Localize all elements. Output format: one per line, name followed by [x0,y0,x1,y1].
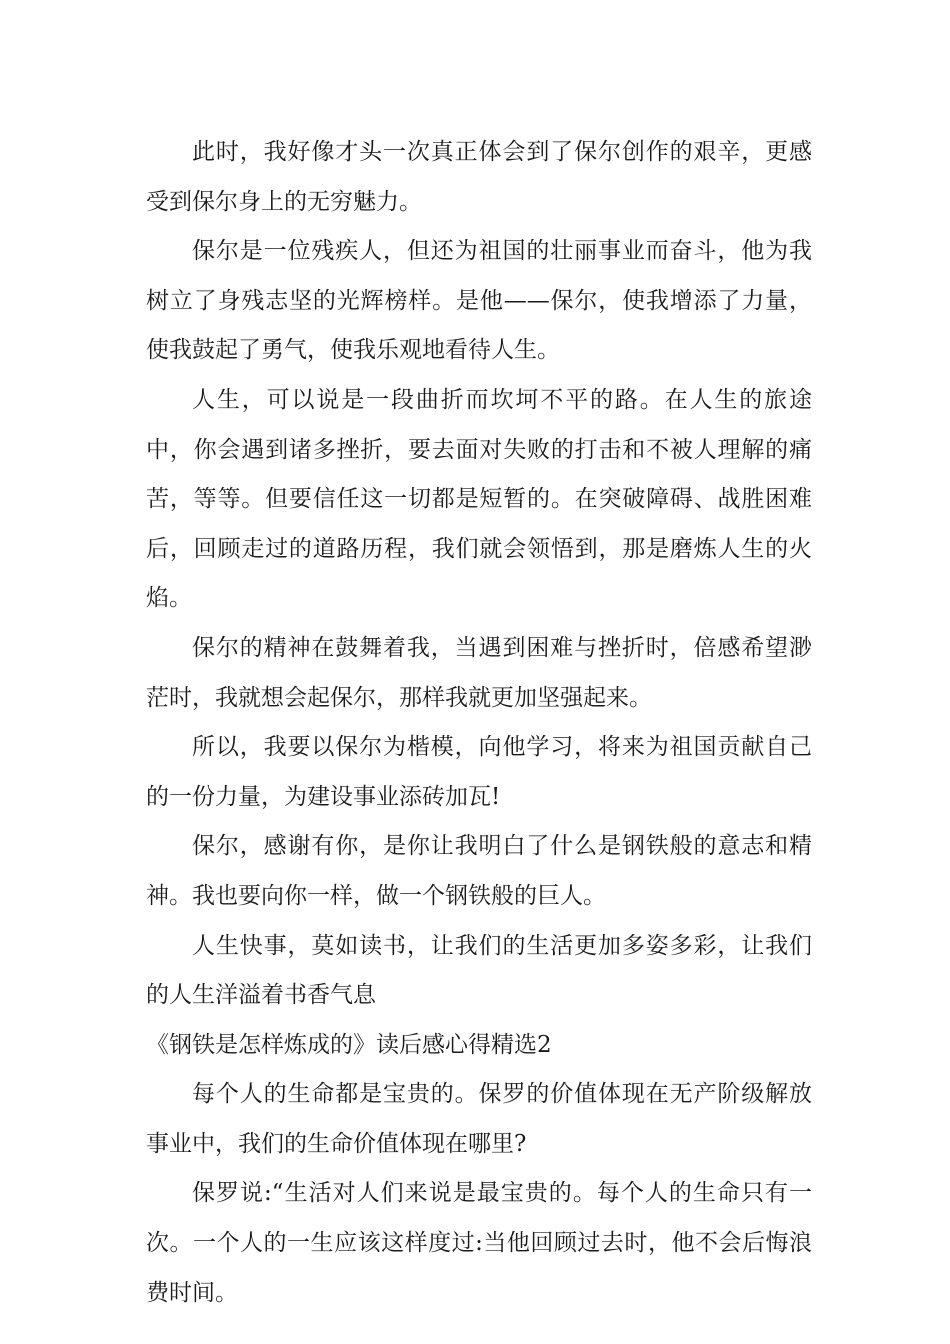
document-body [146,128,812,1318]
paragraph: 保尔的精神在鼓舞着我，当遇到困难与挫折时，倍感希望渺茫时，我就想会起保尔，那样我就更加坚强起来。 [146,634,812,711]
paragraph: 此时，我好像才头一次真正体会到了保尔创作的艰辛，更感受到保尔身上的无穷魅力。 [146,139,812,215]
paragraph: 每个人的生命都是宝贵的。保罗的价值体现在无产阶级解放事业中，我们的生命价值体现在哪里? [146,1081,812,1157]
paragraph: 保罗说:“生活对人们来说是最宝贵的。每个人的生命只有一次。一个人的一生应该这样度过:当他回顾过去时，他不会后悔浪费时间。 [146,1180,812,1306]
paragraph: 保尔，感谢有你，是你让我明白了什么是钢铁般的意志和精神。我也要向你一样，做一个钢铁般的巨人。 [146,833,812,909]
paragraph: 人生快事，莫如读书，让我们的生活更加多姿多彩，让我们的人生洋溢着书香气息 [146,932,812,1009]
paragraph: 保尔是一位残疾人，但还为祖国的壮丽事业而奋斗，他为我树立了身残志坚的光辉榜样。是他——保尔，使我增添了力量，使我鼓起了勇气，使我乐观地看待人生。 [146,238,812,364]
paragraph: 所以，我要以保尔为楷模，向他学习，将来为祖国贡献自己的一份力量，为建设事业添砖加瓦! [146,734,812,810]
paragraph: 人生，可以说是一段曲折而坎坷不平的路。在人生的旅途中，你会遇到诸多挫折，要去面对失败的打击和不被人理解的痛苦，等等。但要信任这一切都是短暂的。在突破障碍、战胜困难后，回顾走过的道路历程，我们就会领悟到，那是磨炼人生的火焰。 [146,386,812,612]
section-title: 《钢铁是怎样炼成的》读后感心得精选2 [146,1031,552,1058]
